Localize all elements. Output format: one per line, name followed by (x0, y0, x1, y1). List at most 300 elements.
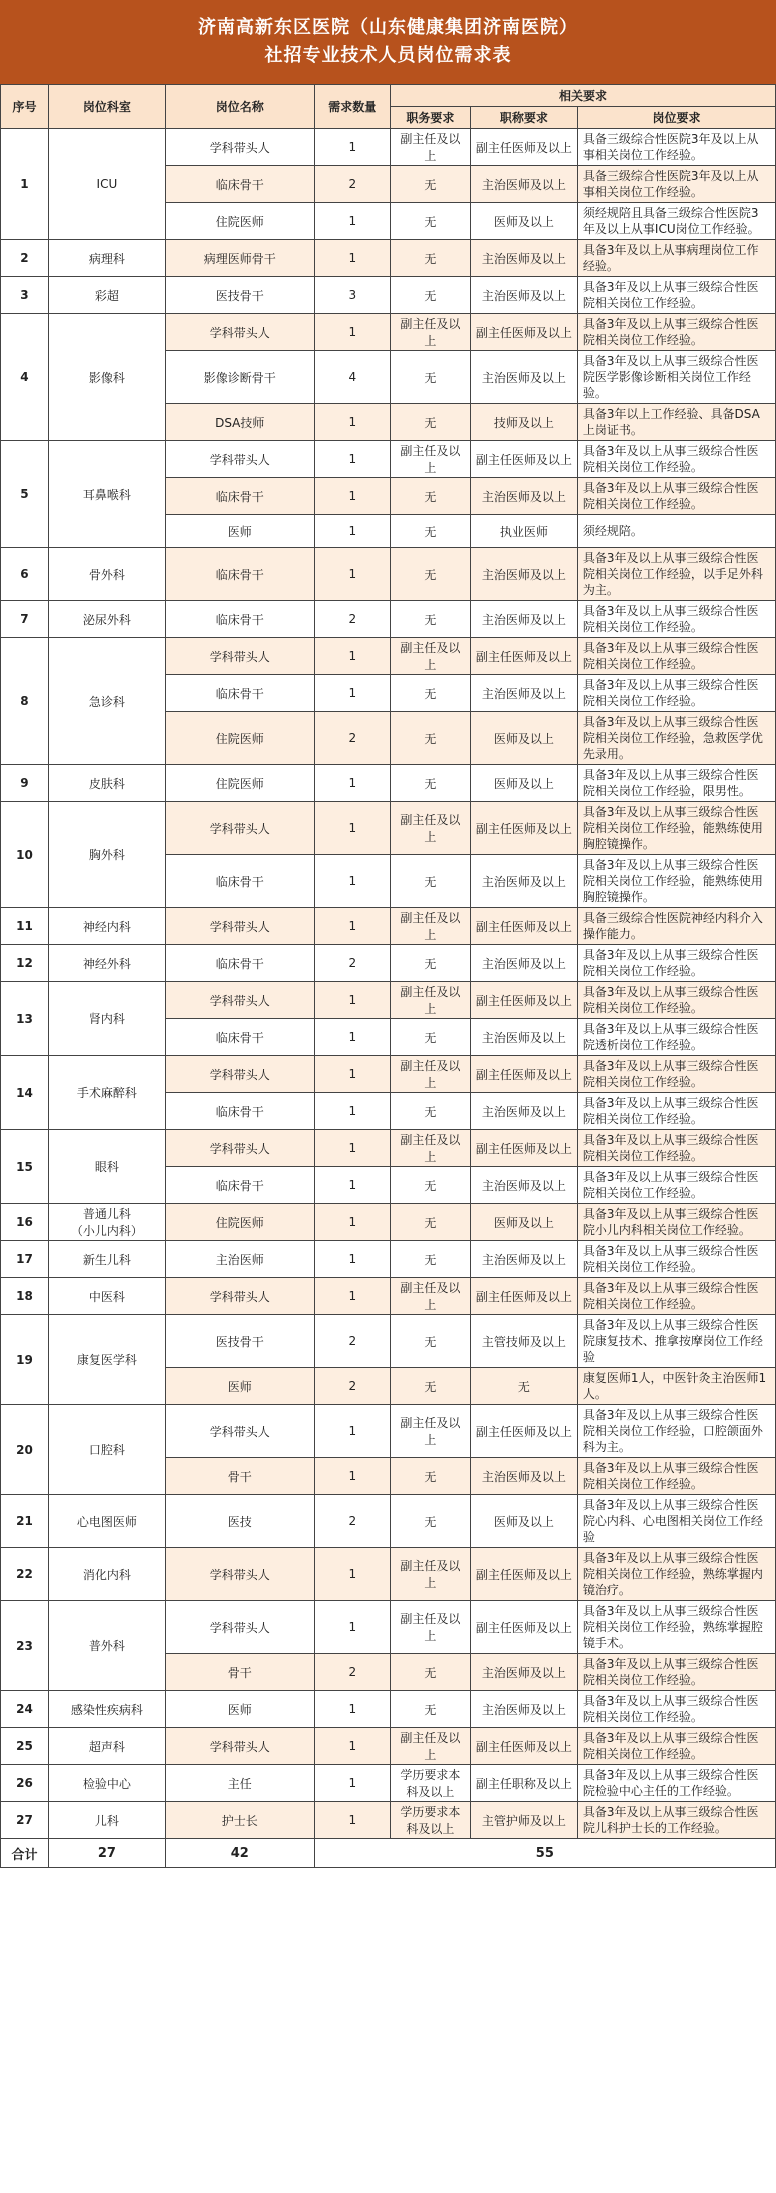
seq-cell: 11 (1, 908, 49, 945)
table-row (1, 982, 776, 1019)
table-row (1, 908, 776, 945)
seq-cell: 10 (1, 802, 49, 908)
count-cell: 1 (314, 129, 390, 166)
dept-cell: 皮肤科 (48, 765, 165, 802)
position-cell: 临床骨干 (165, 478, 314, 515)
position-cell: 学科带头人 (165, 1130, 314, 1167)
duty-cell: 无 (390, 1368, 470, 1405)
title-req-cell: 主治医师及以上 (470, 478, 577, 515)
duty-cell: 无 (390, 1458, 470, 1495)
seq-cell: 24 (1, 1691, 49, 1728)
duty-cell: 无 (390, 1204, 470, 1241)
post-req-cell: 具备3年及以上从事三级综合性医院相关岗位工作经验，限男性。 (577, 765, 775, 802)
title-req-cell: 医师及以上 (470, 712, 577, 765)
dept-cell: 感染性疾病科 (48, 1691, 165, 1728)
header-seq: 序号 (1, 85, 49, 129)
position-cell: 主治医师 (165, 1241, 314, 1278)
title-req-cell: 主治医师及以上 (470, 945, 577, 982)
title-req-cell: 主治医师及以上 (470, 548, 577, 601)
count-cell: 2 (314, 712, 390, 765)
title-req-cell: 主治医师及以上 (470, 1691, 577, 1728)
seq-cell: 7 (1, 601, 49, 638)
dept-cell: 手术麻醉科 (48, 1056, 165, 1130)
dept-cell: 中医科 (48, 1278, 165, 1315)
count-cell: 1 (314, 1056, 390, 1093)
count-cell: 1 (314, 908, 390, 945)
post-req-cell: 具备3年及以上从事三级综合性医院相关岗位工作经验。 (577, 945, 775, 982)
title-req-cell: 医师及以上 (470, 1204, 577, 1241)
dept-cell: 普通儿科 （小儿内科） (48, 1204, 165, 1241)
duty-cell: 无 (390, 675, 470, 712)
post-req-cell: 具备3年及以上从事三级综合性医院相关岗位工作经验，能熟练使用胸腔镜操作。 (577, 855, 775, 908)
post-req-cell: 具备3年及以上从事三级综合性医院相关岗位工作经验。 (577, 675, 775, 712)
position-cell: 学科带头人 (165, 1056, 314, 1093)
count-cell: 2 (314, 1315, 390, 1368)
dept-cell: 神经内科 (48, 908, 165, 945)
title-req-cell: 副主任医师及以上 (470, 1405, 577, 1458)
title-req-cell: 副主任医师及以上 (470, 638, 577, 675)
count-cell: 1 (314, 441, 390, 478)
position-cell: 住院医师 (165, 712, 314, 765)
seq-cell: 25 (1, 1728, 49, 1765)
position-cell: 骨干 (165, 1458, 314, 1495)
title-req-cell: 主治医师及以上 (470, 351, 577, 404)
duty-cell: 副主任及以上 (390, 1130, 470, 1167)
count-cell: 1 (314, 1204, 390, 1241)
duty-cell: 无 (390, 548, 470, 601)
position-cell: 主任 (165, 1765, 314, 1802)
count-cell: 1 (314, 1691, 390, 1728)
title-req-cell: 主治医师及以上 (470, 601, 577, 638)
title-req-cell: 副主任医师及以上 (470, 1278, 577, 1315)
seq-cell: 12 (1, 945, 49, 982)
count-cell: 1 (314, 1405, 390, 1458)
position-cell: 学科带头人 (165, 441, 314, 478)
position-cell: 临床骨干 (165, 1167, 314, 1204)
post-req-cell: 具备3年以上工作经验、具备DSA上岗证书。 (577, 404, 775, 441)
count-cell: 3 (314, 277, 390, 314)
count-cell: 1 (314, 1241, 390, 1278)
post-req-cell: 具备3年及以上从事三级综合性医院小儿内科相关岗位工作经验。 (577, 1204, 775, 1241)
post-req-cell: 具备3年及以上从事三级综合性医院相关岗位工作经验，口腔颌面外科为主。 (577, 1405, 775, 1458)
duty-cell: 无 (390, 1315, 470, 1368)
post-req-cell: 具备3年及以上从事三级综合性医院医学影像诊断相关岗位工作经验。 (577, 351, 775, 404)
post-req-cell: 具备3年及以上从事三级综合性医院相关岗位工作经验，急救医学优先录用。 (577, 712, 775, 765)
count-cell: 1 (314, 675, 390, 712)
position-cell: 住院医师 (165, 1204, 314, 1241)
count-cell: 1 (314, 478, 390, 515)
post-req-cell: 具备三级综合性医院3年及以上从事相关岗位工作经验。 (577, 166, 775, 203)
title-req-cell: 主治医师及以上 (470, 1458, 577, 1495)
title-req-cell: 执业医师 (470, 515, 577, 548)
position-cell: 学科带头人 (165, 314, 314, 351)
position-cell: 医师 (165, 1368, 314, 1405)
duty-cell: 副主任及以上 (390, 1601, 470, 1654)
title-req-cell: 主治医师及以上 (470, 1019, 577, 1056)
position-cell: 临床骨干 (165, 945, 314, 982)
header-dept: 岗位科室 (48, 85, 165, 129)
position-cell: 住院医师 (165, 765, 314, 802)
position-cell: 临床骨干 (165, 166, 314, 203)
title-req-cell: 副主任医师及以上 (470, 908, 577, 945)
post-req-cell: 具备3年及以上从事三级综合性医院相关岗位工作经验。 (577, 638, 775, 675)
duty-cell: 副主任及以上 (390, 1405, 470, 1458)
title-req-cell: 副主任医师及以上 (470, 802, 577, 855)
table-row (1, 314, 776, 351)
title-req-cell: 主治医师及以上 (470, 855, 577, 908)
duty-cell: 无 (390, 203, 470, 240)
count-cell: 1 (314, 404, 390, 441)
dept-cell: 骨外科 (48, 548, 165, 601)
table-row (1, 441, 776, 478)
count-cell: 1 (314, 765, 390, 802)
duty-cell: 无 (390, 478, 470, 515)
title-req-cell: 主治医师及以上 (470, 1167, 577, 1204)
duty-cell: 无 (390, 1654, 470, 1691)
table-row (1, 1728, 776, 1765)
header-position: 岗位名称 (165, 85, 314, 129)
seq-cell: 20 (1, 1405, 49, 1495)
table-body (1, 129, 776, 1839)
duty-cell: 无 (390, 765, 470, 802)
post-req-cell: 具备3年及以上从事三级综合性医院相关岗位工作经验。 (577, 982, 775, 1019)
position-cell: 学科带头人 (165, 908, 314, 945)
dept-cell: 普外科 (48, 1601, 165, 1691)
count-cell: 2 (314, 1654, 390, 1691)
post-req-cell: 具备3年及以上从事三级综合性医院相关岗位工作经验。 (577, 1691, 775, 1728)
table-row (1, 1601, 776, 1654)
table-row (1, 601, 776, 638)
dept-cell: 眼科 (48, 1130, 165, 1204)
post-req-cell: 具备3年及以上从事三级综合性医院相关岗位工作经验。 (577, 601, 775, 638)
count-cell: 1 (314, 1019, 390, 1056)
seq-cell: 2 (1, 240, 49, 277)
header-count: 需求数量 (314, 85, 390, 129)
title-req-cell: 副主任医师及以上 (470, 314, 577, 351)
position-cell: 临床骨干 (165, 548, 314, 601)
post-req-cell: 具备3年及以上从事三级综合性医院相关岗位工作经验。 (577, 1728, 775, 1765)
header-duty: 职务要求 (390, 107, 470, 129)
post-req-cell: 具备3年及以上从事三级综合性医院相关岗位工作经验。 (577, 1458, 775, 1495)
post-req-cell: 具备3年及以上从事病理岗位工作经验。 (577, 240, 775, 277)
duty-cell: 副主任及以上 (390, 802, 470, 855)
position-cell: 医技 (165, 1495, 314, 1548)
table-row (1, 1278, 776, 1315)
title-req-cell: 副主任医师及以上 (470, 1601, 577, 1654)
duty-cell: 无 (390, 855, 470, 908)
count-cell: 1 (314, 1458, 390, 1495)
dept-cell: 影像科 (48, 314, 165, 441)
title-req-cell: 副主任医师及以上 (470, 1056, 577, 1093)
dept-cell: 口腔科 (48, 1405, 165, 1495)
seq-cell: 18 (1, 1278, 49, 1315)
position-cell: 医技骨干 (165, 1315, 314, 1368)
table-row (1, 945, 776, 982)
count-cell: 2 (314, 166, 390, 203)
count-cell: 1 (314, 240, 390, 277)
count-cell: 1 (314, 548, 390, 601)
title-req-cell: 主管护师及以上 (470, 1802, 577, 1839)
title-req-cell: 无 (470, 1368, 577, 1405)
post-req-cell: 康复医师1人，中医针灸主治医师1人。 (577, 1368, 775, 1405)
header-related: 相关要求 (390, 85, 775, 107)
dept-cell: ICU (48, 129, 165, 240)
duty-cell: 副主任及以上 (390, 1548, 470, 1601)
title-req-cell: 主治医师及以上 (470, 240, 577, 277)
count-cell: 1 (314, 638, 390, 675)
duty-cell: 学历要求本科及以上 (390, 1802, 470, 1839)
title-req-cell: 主治医师及以上 (470, 1093, 577, 1130)
duty-cell: 无 (390, 1691, 470, 1728)
count-cell: 1 (314, 1278, 390, 1315)
position-cell: 医师 (165, 1691, 314, 1728)
table-row (1, 1548, 776, 1601)
table-title (0, 0, 776, 84)
title-req-cell: 副主任医师及以上 (470, 129, 577, 166)
duty-cell: 副主任及以上 (390, 638, 470, 675)
post-req-cell: 具备3年及以上从事三级综合性医院心内科、心电图相关岗位工作经验 (577, 1495, 775, 1548)
total-depts: 27 (48, 1839, 165, 1868)
dept-cell: 超声科 (48, 1728, 165, 1765)
duty-cell: 无 (390, 1019, 470, 1056)
duty-cell: 副主任及以上 (390, 129, 470, 166)
title-req-cell: 副主任医师及以上 (470, 1548, 577, 1601)
dept-cell: 心电图医师 (48, 1495, 165, 1548)
seq-cell: 13 (1, 982, 49, 1056)
seq-cell: 19 (1, 1315, 49, 1405)
table-row (1, 1765, 776, 1802)
duty-cell: 副主任及以上 (390, 908, 470, 945)
duty-cell: 副主任及以上 (390, 1728, 470, 1765)
post-req-cell: 具备3年及以上从事三级综合性医院相关岗位工作经验。 (577, 1654, 775, 1691)
seq-cell: 5 (1, 441, 49, 548)
title-req-cell: 医师及以上 (470, 203, 577, 240)
position-cell: 学科带头人 (165, 982, 314, 1019)
dept-cell: 康复医学科 (48, 1315, 165, 1405)
seq-cell: 21 (1, 1495, 49, 1548)
post-req-cell: 具备3年及以上从事三级综合性医院相关岗位工作经验。 (577, 314, 775, 351)
seq-cell: 22 (1, 1548, 49, 1601)
title-req-cell: 主治医师及以上 (470, 166, 577, 203)
count-cell: 2 (314, 1368, 390, 1405)
seq-cell: 26 (1, 1765, 49, 1802)
table-row (1, 1204, 776, 1241)
duty-cell: 无 (390, 1093, 470, 1130)
post-req-cell: 须经规陪。 (577, 515, 775, 548)
duty-cell: 无 (390, 351, 470, 404)
position-cell: 学科带头人 (165, 129, 314, 166)
count-cell: 1 (314, 515, 390, 548)
seq-cell: 14 (1, 1056, 49, 1130)
post-req-cell: 具备3年及以上从事三级综合性医院相关岗位工作经验。 (577, 441, 775, 478)
position-cell: 临床骨干 (165, 1019, 314, 1056)
duty-cell: 副主任及以上 (390, 441, 470, 478)
duty-cell: 副主任及以上 (390, 314, 470, 351)
dept-cell: 儿科 (48, 1802, 165, 1839)
position-cell: 临床骨干 (165, 1093, 314, 1130)
header-post-req: 岗位要求 (577, 107, 775, 129)
table-row (1, 1495, 776, 1548)
title-req-cell: 副主任医师及以上 (470, 1728, 577, 1765)
table-row (1, 1315, 776, 1368)
dept-cell: 耳鼻喉科 (48, 441, 165, 548)
count-cell: 1 (314, 855, 390, 908)
dept-cell: 消化内科 (48, 1548, 165, 1601)
post-req-cell: 具备3年及以上从事三级综合性医院相关岗位工作经验。 (577, 1278, 775, 1315)
duty-cell: 无 (390, 601, 470, 638)
post-req-cell: 须经规陪且具备三级综合性医院3年及以上从事ICU岗位工作经验。 (577, 203, 775, 240)
position-cell: 学科带头人 (165, 1728, 314, 1765)
table-row (1, 638, 776, 675)
title-line-1: 济南高新东区医院（山东健康集团济南医院） (198, 17, 578, 38)
position-cell: 学科带头人 (165, 1601, 314, 1654)
dept-cell: 胸外科 (48, 802, 165, 908)
dept-cell: 神经外科 (48, 945, 165, 982)
duty-cell: 无 (390, 515, 470, 548)
table-row (1, 765, 776, 802)
title-req-cell: 副主任医师及以上 (470, 1130, 577, 1167)
total-label: 合计 (1, 1839, 49, 1868)
seq-cell: 15 (1, 1130, 49, 1204)
table-row (1, 1130, 776, 1167)
dept-cell: 彩超 (48, 277, 165, 314)
table-row (1, 1056, 776, 1093)
position-cell: 临床骨干 (165, 855, 314, 908)
title-req-cell: 医师及以上 (470, 1495, 577, 1548)
position-cell: DSA技师 (165, 404, 314, 441)
count-cell: 1 (314, 802, 390, 855)
seq-cell: 17 (1, 1241, 49, 1278)
total-positions: 42 (165, 1839, 314, 1868)
count-cell: 1 (314, 314, 390, 351)
post-req-cell: 具备3年及以上从事三级综合性医院相关岗位工作经验。 (577, 1167, 775, 1204)
duty-cell: 学历要求本科及以上 (390, 1765, 470, 1802)
count-cell: 1 (314, 203, 390, 240)
seq-cell: 4 (1, 314, 49, 441)
seq-cell: 1 (1, 129, 49, 240)
position-cell: 住院医师 (165, 203, 314, 240)
table-row (1, 1802, 776, 1839)
duty-cell: 无 (390, 712, 470, 765)
post-req-cell: 具备3年及以上从事三级综合性医院相关岗位工作经验，能熟练使用胸腔镜操作。 (577, 802, 775, 855)
dept-cell: 急诊科 (48, 638, 165, 765)
position-cell: 学科带头人 (165, 802, 314, 855)
table-row (1, 129, 776, 166)
count-cell: 1 (314, 982, 390, 1019)
dept-cell: 检验中心 (48, 1765, 165, 1802)
post-req-cell: 具备3年及以上从事三级综合性医院相关岗位工作经验。 (577, 1241, 775, 1278)
count-cell: 1 (314, 1167, 390, 1204)
count-cell: 1 (314, 1548, 390, 1601)
duty-cell: 副主任及以上 (390, 1278, 470, 1315)
position-cell: 学科带头人 (165, 1548, 314, 1601)
duty-cell: 无 (390, 1495, 470, 1548)
post-req-cell: 具备三级综合性医院3年及以上从事相关岗位工作经验。 (577, 129, 775, 166)
duty-cell: 无 (390, 1167, 470, 1204)
table-row (1, 1241, 776, 1278)
dept-cell: 病理科 (48, 240, 165, 277)
duty-cell: 副主任及以上 (390, 982, 470, 1019)
count-cell: 1 (314, 1765, 390, 1802)
post-req-cell: 具备3年及以上从事三级综合性医院相关岗位工作经验。 (577, 1056, 775, 1093)
position-cell: 护士长 (165, 1802, 314, 1839)
duty-cell: 无 (390, 404, 470, 441)
dept-cell: 新生儿科 (48, 1241, 165, 1278)
table-row (1, 1405, 776, 1458)
title-req-cell: 医师及以上 (470, 765, 577, 802)
position-cell: 临床骨干 (165, 601, 314, 638)
seq-cell: 6 (1, 548, 49, 601)
title-req-cell: 主治医师及以上 (470, 1654, 577, 1691)
title-req-cell: 副主任职称及以上 (470, 1765, 577, 1802)
header-title-req: 职称要求 (470, 107, 577, 129)
position-cell: 影像诊断骨干 (165, 351, 314, 404)
duty-cell: 无 (390, 1241, 470, 1278)
post-req-cell: 具备3年及以上从事三级综合性医院相关岗位工作经验，熟练掌握内镜治疗。 (577, 1548, 775, 1601)
duty-cell: 无 (390, 277, 470, 314)
table-row (1, 277, 776, 314)
post-req-cell: 具备3年及以上从事三级综合性医院康复技术、推拿按摩岗位工作经验 (577, 1315, 775, 1368)
title-req-cell: 副主任医师及以上 (470, 441, 577, 478)
seq-cell: 8 (1, 638, 49, 765)
seq-cell: 16 (1, 1204, 49, 1241)
table-row (1, 1691, 776, 1728)
count-cell: 1 (314, 1601, 390, 1654)
position-cell: 临床骨干 (165, 675, 314, 712)
duty-cell: 无 (390, 240, 470, 277)
title-req-cell: 主治医师及以上 (470, 675, 577, 712)
title-req-cell: 主治医师及以上 (470, 277, 577, 314)
count-cell: 1 (314, 1130, 390, 1167)
post-req-cell: 具备3年及以上从事三级综合性医院相关岗位工作经验，熟练掌握腔镜手术。 (577, 1601, 775, 1654)
seq-cell: 23 (1, 1601, 49, 1691)
count-cell: 2 (314, 945, 390, 982)
duty-cell: 副主任及以上 (390, 1056, 470, 1093)
count-cell: 1 (314, 1802, 390, 1839)
title-req-cell: 主管技师及以上 (470, 1315, 577, 1368)
count-cell: 2 (314, 1495, 390, 1548)
duty-cell: 无 (390, 945, 470, 982)
post-req-cell: 具备3年及以上从事三级综合性医院检验中心主任的工作经验。 (577, 1765, 775, 1802)
table-row (1, 548, 776, 601)
position-cell: 学科带头人 (165, 1278, 314, 1315)
post-req-cell: 具备3年及以上从事三级综合性医院相关岗位工作经验。 (577, 478, 775, 515)
position-cell: 医技骨干 (165, 277, 314, 314)
table-row (1, 802, 776, 855)
title-req-cell: 主治医师及以上 (470, 1241, 577, 1278)
position-cell: 学科带头人 (165, 638, 314, 675)
duty-cell: 无 (390, 166, 470, 203)
title-line-2: 社招专业技术人员岗位需求表 (264, 45, 512, 66)
title-req-cell: 技师及以上 (470, 404, 577, 441)
total-count: 55 (314, 1839, 775, 1868)
dept-cell: 泌尿外科 (48, 601, 165, 638)
count-cell: 2 (314, 601, 390, 638)
count-cell: 4 (314, 351, 390, 404)
count-cell: 1 (314, 1728, 390, 1765)
position-cell: 医师 (165, 515, 314, 548)
seq-cell: 9 (1, 765, 49, 802)
position-cell: 病理医师骨干 (165, 240, 314, 277)
post-req-cell: 具备三级综合性医院神经内科介入操作能力。 (577, 908, 775, 945)
post-req-cell: 具备3年及以上从事三级综合性医院相关岗位工作经验。 (577, 277, 775, 314)
seq-cell: 27 (1, 1802, 49, 1839)
post-req-cell: 具备3年及以上从事三级综合性医院相关岗位工作经验。 (577, 1130, 775, 1167)
post-req-cell: 具备3年及以上从事三级综合性医院儿科护士长的工作经验。 (577, 1802, 775, 1839)
job-requirements-table (0, 84, 776, 1868)
seq-cell: 3 (1, 277, 49, 314)
title-req-cell: 副主任医师及以上 (470, 982, 577, 1019)
